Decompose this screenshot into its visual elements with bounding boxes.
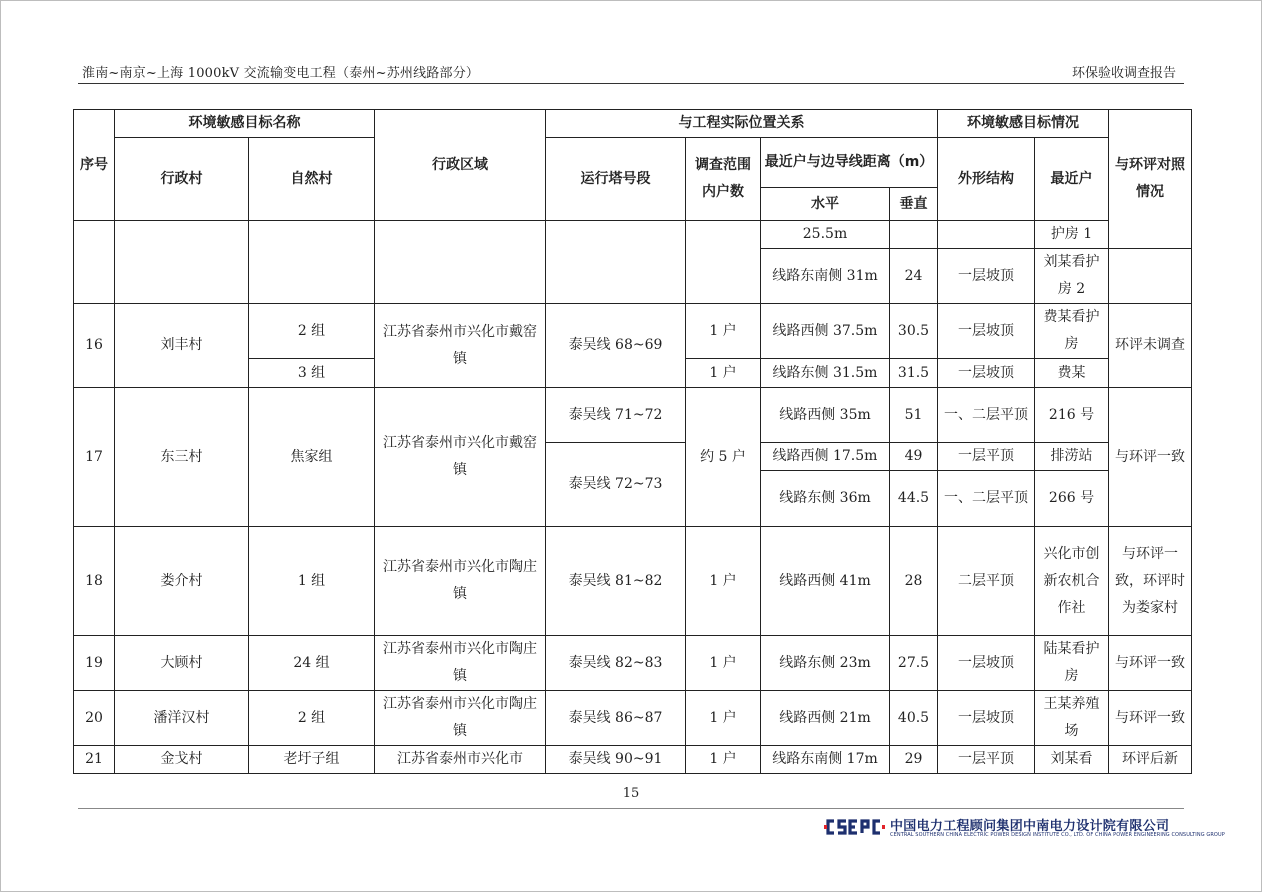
cell-horizontal: 线路西侧 17.5m — [761, 443, 890, 471]
cell-nearest: 刘某看 — [1035, 746, 1109, 774]
cell-nearest: 王某养殖场 — [1035, 691, 1109, 746]
cell-households: 1 户 — [686, 636, 761, 691]
cell-tower: 泰吴线 81~82 — [546, 527, 686, 636]
col-header-vertical: 垂直 — [890, 188, 938, 221]
cell-nearest: 216 号 — [1035, 388, 1109, 443]
company-name-en: CENTRAL SOUTHERN CHINA ELECTRIC POWER DESIGN INSTITUTE CO., LTD. OF CHINA POWER ENGINEERING CONSULTING GROUP — [890, 832, 1225, 838]
cell-vertical: 28 — [890, 527, 938, 636]
report-name: 环保验收调查报告 — [1071, 66, 1176, 81]
cell-compare: 与环评一致，环评时为娄家村 — [1109, 527, 1192, 636]
cell-region: 江苏省泰州市兴化市戴窑镇 — [375, 388, 546, 527]
cell-structure: 一层坡顶 — [938, 249, 1035, 304]
table-row — [74, 388, 1192, 443]
cell-natural-village: 焦家组 — [249, 388, 375, 527]
cell-horizontal: 25.5m — [761, 221, 890, 249]
document-title: 淮南~南京~上海 1000kV 交流输变电工程（泰州~苏州线路部分） — [82, 66, 480, 81]
col-header-natural-village: 自然村 — [249, 138, 375, 221]
cell-structure: 一、二层平顶 — [938, 388, 1035, 443]
cell-vertical: 30.5 — [890, 304, 938, 359]
company-logo-icon — [824, 816, 886, 838]
cell-seq: 16 — [74, 304, 115, 388]
cell-seq: 19 — [74, 636, 115, 691]
cell-empty — [546, 221, 686, 304]
cell-compare: 与环评一致 — [1109, 636, 1192, 691]
cell-horizontal: 线路东侧 31.5m — [761, 359, 890, 388]
cell-nearest: 排涝站 — [1035, 443, 1109, 471]
col-header-horizontal: 水平 — [761, 188, 890, 221]
cell-vertical: 44.5 — [890, 471, 938, 527]
header-row-1 — [74, 110, 1192, 138]
table-row — [74, 636, 1192, 691]
col-header-target-status: 环境敏感目标情况 — [938, 110, 1109, 138]
cell-compare: 环评未调查 — [1109, 304, 1192, 388]
footer-rule — [78, 808, 1184, 809]
cell-tower: 泰吴线 68~69 — [546, 304, 686, 388]
cell-horizontal: 线路西侧 37.5m — [761, 304, 890, 359]
cell-structure: 一层平顶 — [938, 746, 1035, 774]
cell-households: 1 户 — [686, 691, 761, 746]
cell-structure: 二层平顶 — [938, 527, 1035, 636]
col-header-admin-region: 行政区域 — [375, 110, 546, 221]
cell-region: 江苏省泰州市兴化市陶庄镇 — [375, 691, 546, 746]
cell-admin-village: 金戈村 — [115, 746, 249, 774]
cell-empty — [115, 221, 249, 304]
cell-structure: 一层坡顶 — [938, 691, 1035, 746]
cell-tower: 泰吴线 71~72 — [546, 388, 686, 443]
sensitive-targets-table — [73, 109, 1192, 774]
cell-tower: 泰吴线 82~83 — [546, 636, 686, 691]
cell-households: 1 户 — [686, 527, 761, 636]
header-row-2 — [74, 138, 1192, 188]
cell-horizontal: 线路东侧 36m — [761, 471, 890, 527]
cell-compare: 与环评一致 — [1109, 388, 1192, 527]
cell-households: 1 户 — [686, 304, 761, 359]
cell-seq: 20 — [74, 691, 115, 746]
cell-vertical: 51 — [890, 388, 938, 443]
cell-natural-village: 2 组 — [249, 691, 375, 746]
cell-horizontal: 线路西侧 21m — [761, 691, 890, 746]
cell-empty — [686, 221, 761, 304]
cell-admin-village: 大顾村 — [115, 636, 249, 691]
cell-region: 江苏省泰州市兴化市陶庄镇 — [375, 527, 546, 636]
cell-admin-village: 潘洋汉村 — [115, 691, 249, 746]
col-header-nearest-distance: 最近户与边导线距离（m） — [761, 138, 938, 188]
header-rule — [78, 83, 1184, 84]
cell-tower: 泰吴线 86~87 — [546, 691, 686, 746]
cell-tower: 泰吴线 90~91 — [546, 746, 686, 774]
cell-empty — [890, 221, 938, 249]
cell-region: 江苏省泰州市兴化市 — [375, 746, 546, 774]
cell-seq: 21 — [74, 746, 115, 774]
cell-empty — [1109, 249, 1192, 304]
cell-vertical: 29 — [890, 746, 938, 774]
cell-natural-village: 24 组 — [249, 636, 375, 691]
cell-region: 江苏省泰州市兴化市陶庄镇 — [375, 636, 546, 691]
cell-horizontal: 线路西侧 35m — [761, 388, 890, 443]
cell-empty — [249, 221, 375, 304]
col-header-target-name: 环境敏感目标名称 — [115, 110, 375, 138]
cell-admin-village: 刘丰村 — [115, 304, 249, 388]
col-header-position-relation: 与工程实际位置关系 — [546, 110, 938, 138]
col-header-tower-section: 运行塔号段 — [546, 138, 686, 221]
table-row — [74, 691, 1192, 746]
page-number: 15 — [622, 786, 640, 801]
cell-vertical: 24 — [890, 249, 938, 304]
table-row — [74, 746, 1192, 774]
table-row — [74, 527, 1192, 636]
cell-nearest: 陆某看护房 — [1035, 636, 1109, 691]
cell-horizontal: 线路东南侧 17m — [761, 746, 890, 774]
cell-nearest: 刘某看护房 2 — [1035, 249, 1109, 304]
cell-structure: 一、二层平顶 — [938, 471, 1035, 527]
cell-natural-village: 3 组 — [249, 359, 375, 388]
col-header-seq: 序号 — [74, 110, 115, 221]
cell-seq: 17 — [74, 388, 115, 527]
cell-empty — [938, 221, 1035, 249]
cell-admin-village: 娄介村 — [115, 527, 249, 636]
cell-region: 江苏省泰州市兴化市戴窑镇 — [375, 304, 546, 388]
cell-horizontal: 线路东南侧 31m — [761, 249, 890, 304]
cell-nearest: 费某 — [1035, 359, 1109, 388]
cell-seq: 18 — [74, 527, 115, 636]
cell-vertical: 49 — [890, 443, 938, 471]
cell-natural-village: 2 组 — [249, 304, 375, 359]
cell-households: 约 5 户 — [686, 388, 761, 527]
cell-vertical: 31.5 — [890, 359, 938, 388]
cell-nearest: 266 号 — [1035, 471, 1109, 527]
cell-structure: 一层坡顶 — [938, 359, 1035, 388]
cell-natural-village: 老圩子组 — [249, 746, 375, 774]
cell-horizontal: 线路东侧 23m — [761, 636, 890, 691]
cell-horizontal: 线路西侧 41m — [761, 527, 890, 636]
cell-nearest: 费某看护房 — [1035, 304, 1109, 359]
table-row — [74, 304, 1192, 359]
cell-nearest: 护房 1 — [1035, 221, 1109, 249]
col-header-household-count: 调查范围内户数 — [686, 138, 761, 221]
cell-households: 1 户 — [686, 746, 761, 774]
col-header-structure: 外形结构 — [938, 138, 1035, 221]
cell-nearest: 兴化市创新农机合作社 — [1035, 527, 1109, 636]
table-row — [74, 221, 1192, 249]
cell-admin-village: 东三村 — [115, 388, 249, 527]
cell-structure: 一层坡顶 — [938, 636, 1035, 691]
col-header-eia-compare: 与环评对照情况 — [1109, 110, 1192, 249]
cell-vertical: 27.5 — [890, 636, 938, 691]
cell-structure: 一层坡顶 — [938, 304, 1035, 359]
cell-vertical: 40.5 — [890, 691, 938, 746]
cell-compare: 环评后新 — [1109, 746, 1192, 774]
cell-natural-village: 1 组 — [249, 527, 375, 636]
cell-compare: 与环评一致 — [1109, 691, 1192, 746]
company-name-cn: 中国电力工程顾问集团中南电力设计院有限公司 — [890, 819, 1170, 834]
cell-empty — [74, 221, 115, 304]
cell-empty — [375, 221, 546, 304]
cell-tower: 泰吴线 72~73 — [546, 443, 686, 527]
cell-structure: 一层平顶 — [938, 443, 1035, 471]
col-header-admin-village: 行政村 — [115, 138, 249, 221]
col-header-nearest-house: 最近户 — [1035, 138, 1109, 221]
cell-households: 1 户 — [686, 359, 761, 388]
